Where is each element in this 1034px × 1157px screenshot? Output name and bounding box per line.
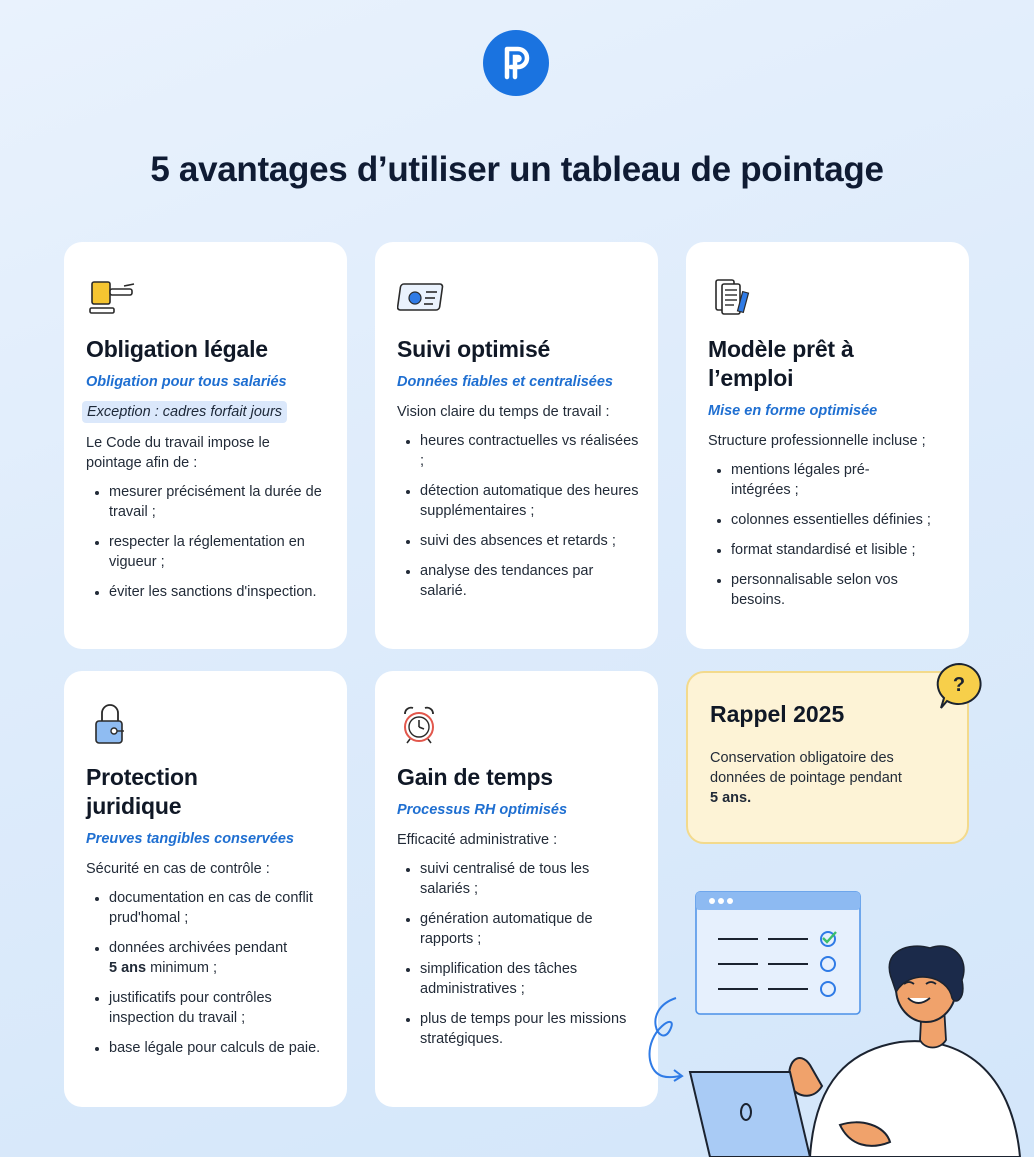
card-subtitle: Processus RH optimisés: [397, 802, 568, 818]
exception-badge: Exception : cadres forfait jours: [82, 401, 287, 423]
brand-logo: [483, 30, 549, 96]
list-item: • génération automatique de rapports ;: [420, 909, 640, 949]
card-intro: Structure professionnelle incluse ;: [708, 433, 926, 449]
list-item: • heures contractuelles vs réalisées ;: [420, 431, 640, 471]
card-title-line1: Protection: [86, 764, 198, 790]
reminder-text: [710, 748, 945, 808]
list-item: • simplification des tâches administratives ;: [420, 959, 640, 999]
list-item: • mentions légales pré-intégrées ;: [731, 460, 955, 500]
list-item-text: minimum ;: [146, 960, 217, 976]
reminder-title: Rappel 2025: [710, 701, 845, 727]
list-item: • documentation en cas de conflit prud'homal ;: [109, 888, 329, 928]
card-intro: Sécurité en cas de contrôle :: [86, 861, 270, 877]
card-list: [397, 859, 640, 1049]
gavel-icon: [86, 276, 138, 322]
card-protection-juridique: [64, 671, 347, 1107]
list-item: • colonnes essentielles définies ;: [731, 510, 955, 530]
card-obligation-legale: [64, 242, 347, 649]
list-item: • suivi centralisé de tous les salariés ;: [420, 859, 640, 899]
logo-p-icon: [496, 43, 536, 83]
list-item: • éviter les sanctions d'inspection.: [109, 582, 329, 602]
card-title: Gain de temps: [397, 764, 553, 790]
list-item-text: données archivées pendant: [109, 940, 288, 956]
reminder-emphasis: 5 ans.: [710, 790, 752, 806]
card-list: [708, 460, 955, 610]
list-item: • justificatifs pour contrôles inspection du travail ;: [109, 988, 329, 1028]
card-modele-pret: [686, 242, 969, 649]
card-gain-de-temps: [375, 671, 658, 1107]
list-item: [109, 938, 329, 978]
list-item: • personnalisable selon vos besoins.: [731, 570, 955, 610]
card-title: [86, 763, 329, 821]
alarm-clock-icon: [397, 701, 449, 747]
padlock-icon: [86, 701, 138, 747]
person-laptop-illustration: [640, 880, 1034, 1157]
question-bubble-icon: [933, 660, 985, 712]
reminder-card: [686, 671, 969, 844]
card-list: [86, 482, 329, 602]
card-title: Suivi optimisé: [397, 336, 551, 362]
question-mark: ?: [952, 674, 966, 696]
card-title: [708, 335, 955, 393]
list-item: • analyse des tendances par salarié.: [420, 561, 640, 601]
list-item: • mesurer précisément la durée de travail ;: [109, 482, 329, 522]
list-item: • détection automatique des heures supplémentaires ;: [420, 481, 640, 521]
list-item: • format standardisé et lisible ;: [731, 540, 955, 560]
card-title-line2: l’emploi: [708, 365, 794, 391]
reminder-body: Conservation obligatoire des données de pointage pendant: [710, 750, 902, 786]
laptop-icon: [690, 1072, 810, 1157]
card-title-line2: juridique: [86, 793, 182, 819]
card-subtitle: Mise en forme optimisée: [708, 403, 878, 419]
card-subtitle: Obligation pour tous salariés: [86, 374, 287, 390]
list-item: • plus de temps pour les missions stratégiques.: [420, 1009, 640, 1049]
list-item-emphasis: 5 ans: [109, 960, 147, 976]
card-title-line1: Modèle prêt à: [708, 336, 854, 362]
card-list: [397, 431, 640, 601]
card-suivi-optimise: [375, 242, 658, 649]
document-stack-icon: [708, 274, 760, 320]
page-title: 5 avantages d’utiliser un tableau de pointage: [150, 150, 884, 189]
list-item: • respecter la réglementation en vigueur ;: [109, 532, 329, 572]
card-intro: Le Code du travail impose le pointage afin de :: [86, 435, 270, 471]
card-subtitle: Preuves tangibles conservées: [86, 831, 294, 847]
list-item: • suivi des absences et retards ;: [420, 531, 640, 551]
card-intro: Vision claire du temps de travail :: [397, 404, 610, 420]
dashboard-chart-icon: [397, 276, 449, 322]
card-intro: Efficacité administrative :: [397, 832, 558, 848]
list-item: • base légale pour calculs de paie.: [109, 1038, 329, 1058]
card-subtitle: Données fiables et centralisées: [397, 374, 613, 390]
card-list: [86, 888, 329, 1058]
checklist-window-icon: [696, 892, 860, 1014]
card-title: Obligation légale: [86, 336, 268, 362]
